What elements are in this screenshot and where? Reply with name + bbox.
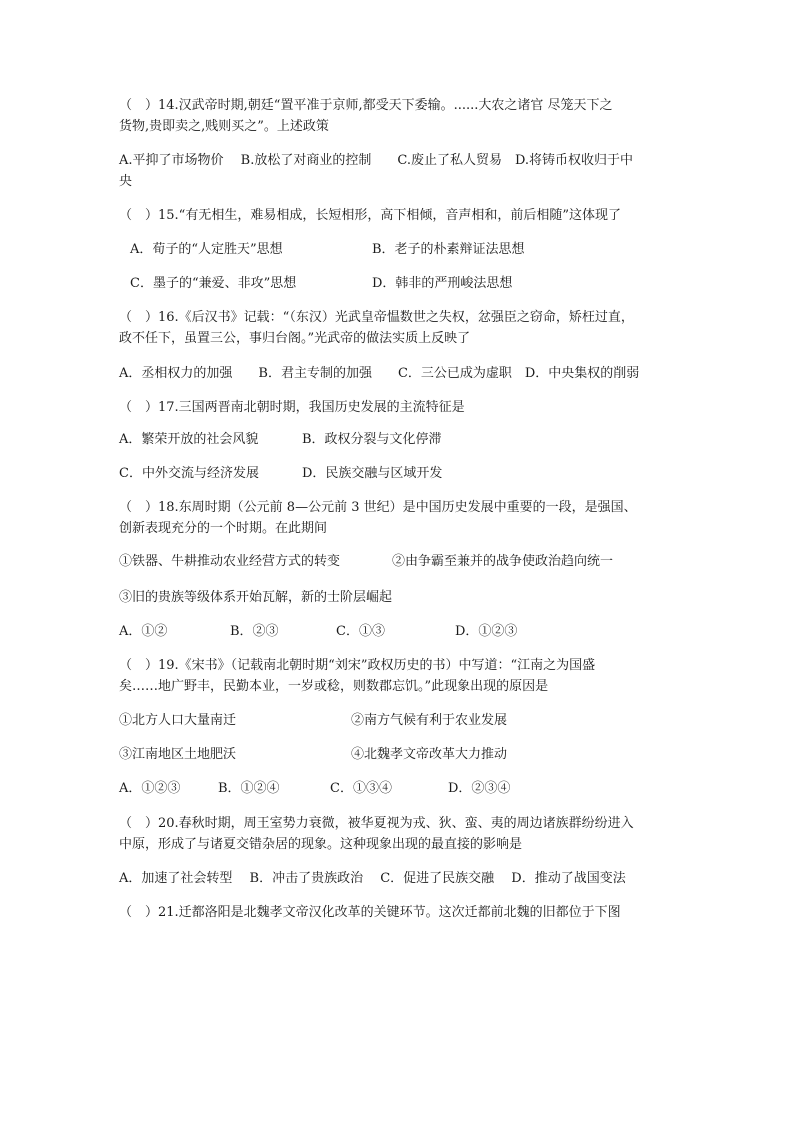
q18-item-2: ②由争霸至兼并的战争使政治趋向统一: [392, 554, 614, 569]
q20-stem-line-1: （ ）20.春秋时期，周王室势力衰微，被华夏视为戎、狄、蛮、夷的周边诸族群纷纷进入: [119, 816, 634, 831]
q17-option-d: D．民族交融与区域开发: [302, 466, 443, 481]
q17-stem: （ ）17.三国两晋南北朝时期，我国历史发展的主流特征是: [119, 400, 465, 415]
q19-choice-d: D．②③④: [448, 781, 511, 796]
q15-option-d: D．韩非的严刑峻法思想: [372, 276, 513, 291]
q18-stem-line-2: 创新表现充分的一个时期。在此期间: [119, 521, 328, 536]
q19-item-4: ④北魏孝文帝改革大力推动: [351, 747, 508, 762]
q15-option-c: C．墨子的“兼爱、非攻”思想: [130, 276, 297, 291]
q20-options: A．加速了社会转型 B．冲击了贵族政治 C．促进了民族交融 D．推动了战国变法: [119, 871, 626, 886]
q17-option-c: C．中外交流与经济发展: [119, 466, 259, 481]
q20-stem-line-2: 中原，形成了与诸夏交错杂居的现象。这种现象出现的最直接的影响是: [119, 837, 523, 852]
q15-option-a: A．荀子的“人定胜天”思想: [130, 242, 283, 257]
q18-item-1: ①铁器、牛耕推动农业经营方式的转变: [119, 554, 341, 569]
q17-option-b: B．政权分裂与文化停滞: [302, 432, 442, 447]
q15-stem: （ ）15.“有无相生，难易相成，长短相形，高下相倾，音声相和，前后相随”这体现了: [119, 208, 621, 223]
q14-options-line-2: 央: [119, 174, 133, 189]
q16-options: A．丞相权力的加强 B．君主专制的加强 C．三公已成为虚职 D．中央集权的削弱: [119, 366, 640, 381]
q18-choice-d: D．①②③: [455, 624, 518, 639]
q18-stem-line-1: （ ）18.东周时期（公元前 8—公元前 3 世纪）是中国历史发展中重要的一段，是强国、: [119, 500, 637, 515]
q19-item-3: ③江南地区土地肥沃: [119, 747, 237, 762]
q19-choice-c: C．①③④: [330, 781, 392, 796]
q19-item-2: ②南方气候有利于农业发展: [351, 713, 508, 728]
q14-options-line-1: A.平抑了市场物价 B.放松了对商业的控制 C.废止了私人贸易 D.将铸币权收归于中: [119, 153, 634, 168]
q18-choice-a: A．①②: [119, 624, 168, 639]
q15-option-b: B．老子的朴素辩证法思想: [372, 242, 525, 257]
q19-stem-line-2: 矣……地广野丰，民勤本业，一岁或稔，则数郡忘饥。”此现象出现的原因是: [119, 679, 549, 694]
q19-item-1: ①北方人口大量南迁: [119, 713, 237, 728]
q16-stem-line-1: （ ）16.《后汉书》记载：“（东汉）光武皇帝愠数世之失权，忿强臣之窃命，矫枉过直，: [119, 310, 634, 325]
q17-option-a: A．繁荣开放的社会风貌: [119, 432, 259, 447]
q16-stem-line-2: 政不任下，虽置三公，事归台阁。”光武帝的做法实质上反映了: [119, 331, 471, 346]
q19-choice-b: B．①②④: [218, 781, 280, 796]
q21-stem: （ ）21.迁都洛阳是北魏孝文帝汉化改革的关键环节。这次迁都前北魏的旧都位于下图: [119, 905, 621, 920]
q18-choice-c: C．①③: [336, 624, 385, 639]
q14-stem-line-2: 货物,贵即卖之,贱则买之”。上述政策: [119, 119, 329, 134]
q19-choice-a: A．①②③: [119, 781, 181, 796]
q19-stem-line-1: （ ）19.《宋书》（记载南北朝时期“刘宋”政权历史的书）中写道：“江南之为国盛: [119, 658, 596, 673]
q14-stem-line-1: （ ）14.汉武帝时期,朝廷“置平准于京师,都受天下委输。......大农之诸官 尽笼天下之: [119, 98, 613, 113]
q18-item-3: ③旧的贵族等级体系开始瓦解，新的士阶层崛起: [119, 590, 393, 605]
q18-choice-b: B．②③: [230, 624, 279, 639]
